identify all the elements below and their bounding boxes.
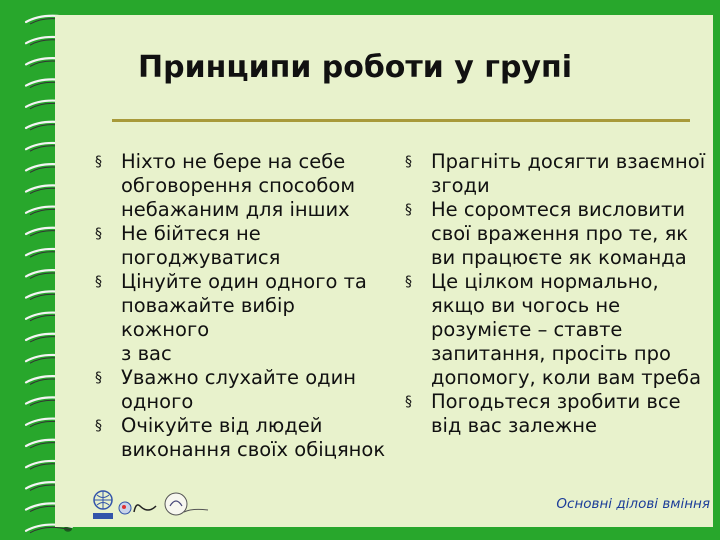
partner-emblem-icon: [162, 488, 210, 522]
bullet-icon: §: [405, 154, 412, 170]
sida-logo-icon: [118, 496, 158, 520]
bullet-icon: §: [95, 418, 102, 434]
bullet-icon: §: [95, 154, 102, 170]
binding-ring-shadow: [30, 527, 70, 532]
list-item: [87, 150, 387, 222]
iom-logo-icon: [90, 486, 116, 522]
list-item-text: Прагніть досягти взаємної згоди: [431, 150, 706, 197]
list-item: [397, 198, 717, 270]
title-underline: [112, 119, 690, 122]
list-item: [397, 390, 717, 438]
left-bullet-list: [87, 150, 387, 462]
list-item-text: Очікуйте від людей виконання своїх обіцянок: [121, 414, 386, 461]
bullet-icon: §: [95, 226, 102, 242]
bullet-icon: §: [405, 202, 412, 218]
footer-caption: Основні ділові вміння: [556, 496, 710, 512]
list-item-text: Не соромтеся висловити свої враження про те, як ви працюєте як команда: [431, 198, 689, 269]
list-item-text: Не бійтеся не погоджуватися: [121, 222, 281, 269]
list-item: [87, 366, 387, 414]
bullet-icon: §: [405, 274, 412, 290]
slide-title: Принципи роботи у групі: [138, 50, 572, 85]
list-item-text: Це цілком нормально, якщо ви чогось не розумієте – ставте запитання, просіть про допомогу, коли вам треба: [431, 270, 702, 389]
list-item-text: Погодьтеся зробити все від вас залежне: [431, 390, 681, 437]
list-item: [87, 270, 387, 366]
list-item: [397, 270, 717, 390]
list-item: [397, 150, 717, 198]
right-bullet-list: [397, 150, 717, 438]
list-item-text: Ніхто не бере на себе обговорення способом небажаним для інших: [121, 150, 356, 221]
list-item-text: Цінуйте один одного та поважайте вибір кожного з вас: [121, 270, 367, 365]
list-item: [87, 222, 387, 270]
bullet-icon: §: [405, 394, 412, 410]
bullet-icon: §: [95, 370, 102, 386]
bullet-icon: §: [95, 274, 102, 290]
list-item-text: Уважно слухайте один одного: [121, 366, 357, 413]
list-item: [87, 414, 387, 462]
